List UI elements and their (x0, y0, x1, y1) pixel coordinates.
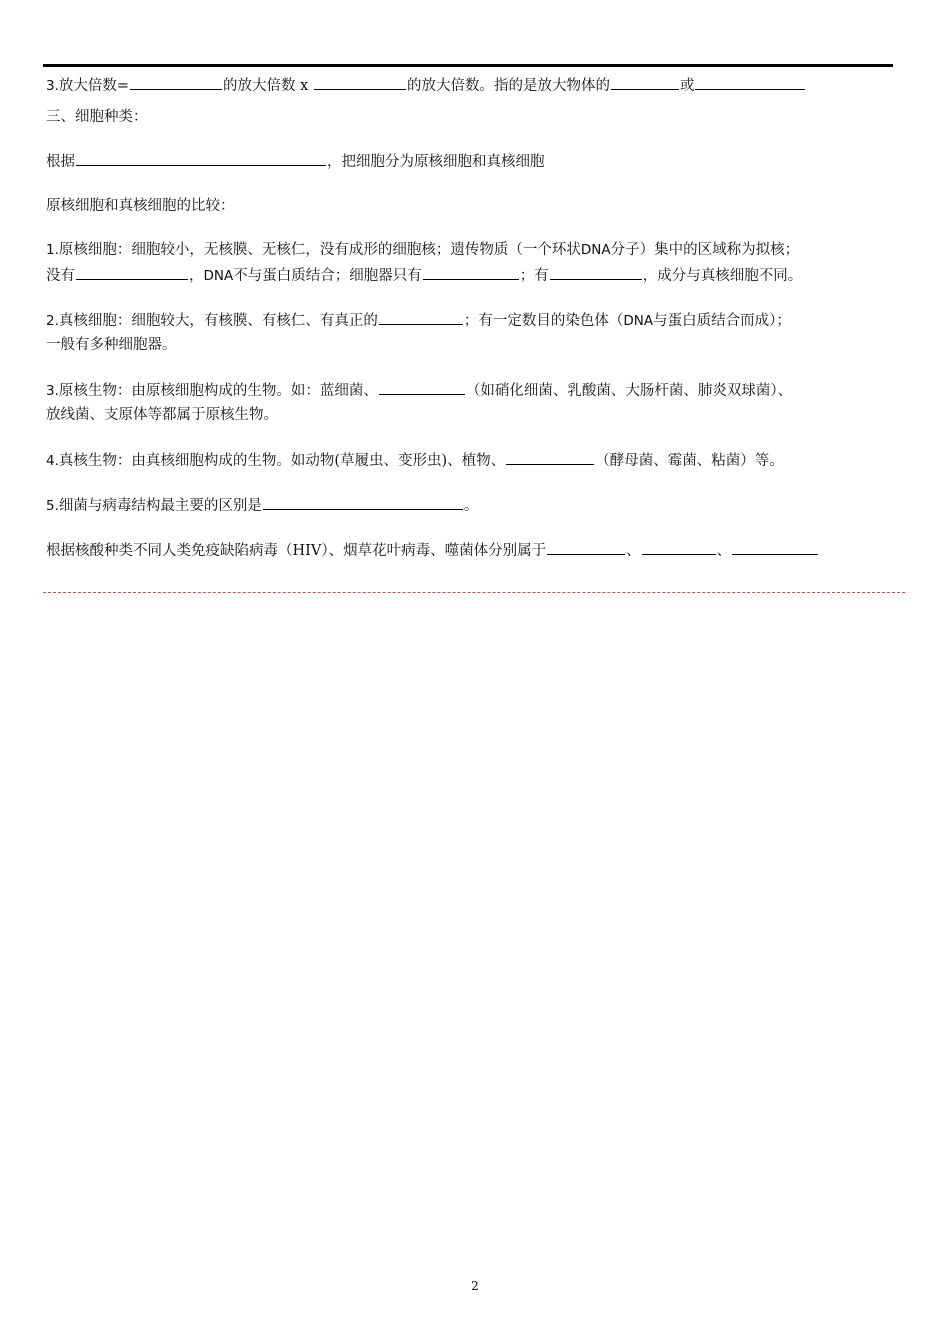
blank-organelle[interactable] (423, 265, 519, 280)
eukaryotic-cell-line-1: 2.真核细胞：细胞较大，有核膜、有核仁、有真正的 ；有一定数目的染色体（DNA与蛋白质结合而成）； (46, 310, 906, 331)
blank-tmv[interactable] (642, 540, 716, 555)
section-heading: 三、细胞种类： (46, 109, 148, 125)
header-rule (43, 64, 893, 67)
blank-nucleus[interactable] (379, 310, 463, 325)
blank-objective[interactable] (314, 75, 406, 90)
prokaryotic-cell-line-1: 1.原核细胞：细胞较小，无核膜、无核仁，没有成形的细胞核；遗传物质（一个环状DNA分子）集中的区域称为拟核； (46, 242, 800, 258)
eukaryotic-cell-line-2: 一般有多种细胞器。 (46, 337, 177, 353)
blank-difference[interactable] (263, 495, 463, 510)
eukaryote-line: 4.真核生物：由真核细胞构成的生物。如动物(草履虫、变形虫)、植物、 （酵母菌、霉菌、粘菌）等。 (46, 450, 906, 471)
blank-eyepiece[interactable] (130, 75, 222, 90)
blank-cell-wall[interactable] (550, 265, 642, 280)
classification-basis-line: 根据 ，把细胞分为原核细胞和真核细胞 (46, 151, 906, 172)
blank-phage[interactable] (732, 540, 818, 555)
prokaryote-line-2: 放线菌、支原体等都属于原核生物。 (46, 407, 278, 423)
bacteria-virus-line: 5.细菌与病毒结构最主要的区别是 。 (46, 495, 906, 516)
page-number: 2 (471, 1279, 479, 1293)
dashed-separator (43, 592, 905, 593)
blank-basis[interactable] (76, 151, 326, 166)
prokaryote-line-1: 3.原核生物：由原核细胞构成的生物。如：蓝细菌、 （如硝化细菌、乳酸菌、大肠杆菌、肺炎双球菌）、 (46, 380, 906, 401)
comparison-heading: 原核细胞和真核细胞的比较： (46, 198, 235, 214)
magnification-line: 3.放大倍数= 的放大倍数 x 的放大倍数。指的是放大物体的 或 (46, 75, 906, 96)
blank-length[interactable] (611, 75, 679, 90)
blank-fungi[interactable] (506, 450, 594, 465)
blank-no-structure[interactable] (76, 265, 188, 280)
prokaryotic-cell-line-2: 没有 ，DNA不与蛋白质结合；细胞器只有 ；有 ，成分与真核细胞不同。 (46, 265, 906, 286)
blank-hiv[interactable] (547, 540, 625, 555)
blank-bacteria[interactable] (379, 380, 465, 395)
virus-classification-line: 根据核酸种类不同人类免疫缺陷病毒（HIV）、烟草花叶病毒、噬菌体分别属于 、 、 (46, 540, 906, 561)
blank-width[interactable] (695, 75, 805, 90)
